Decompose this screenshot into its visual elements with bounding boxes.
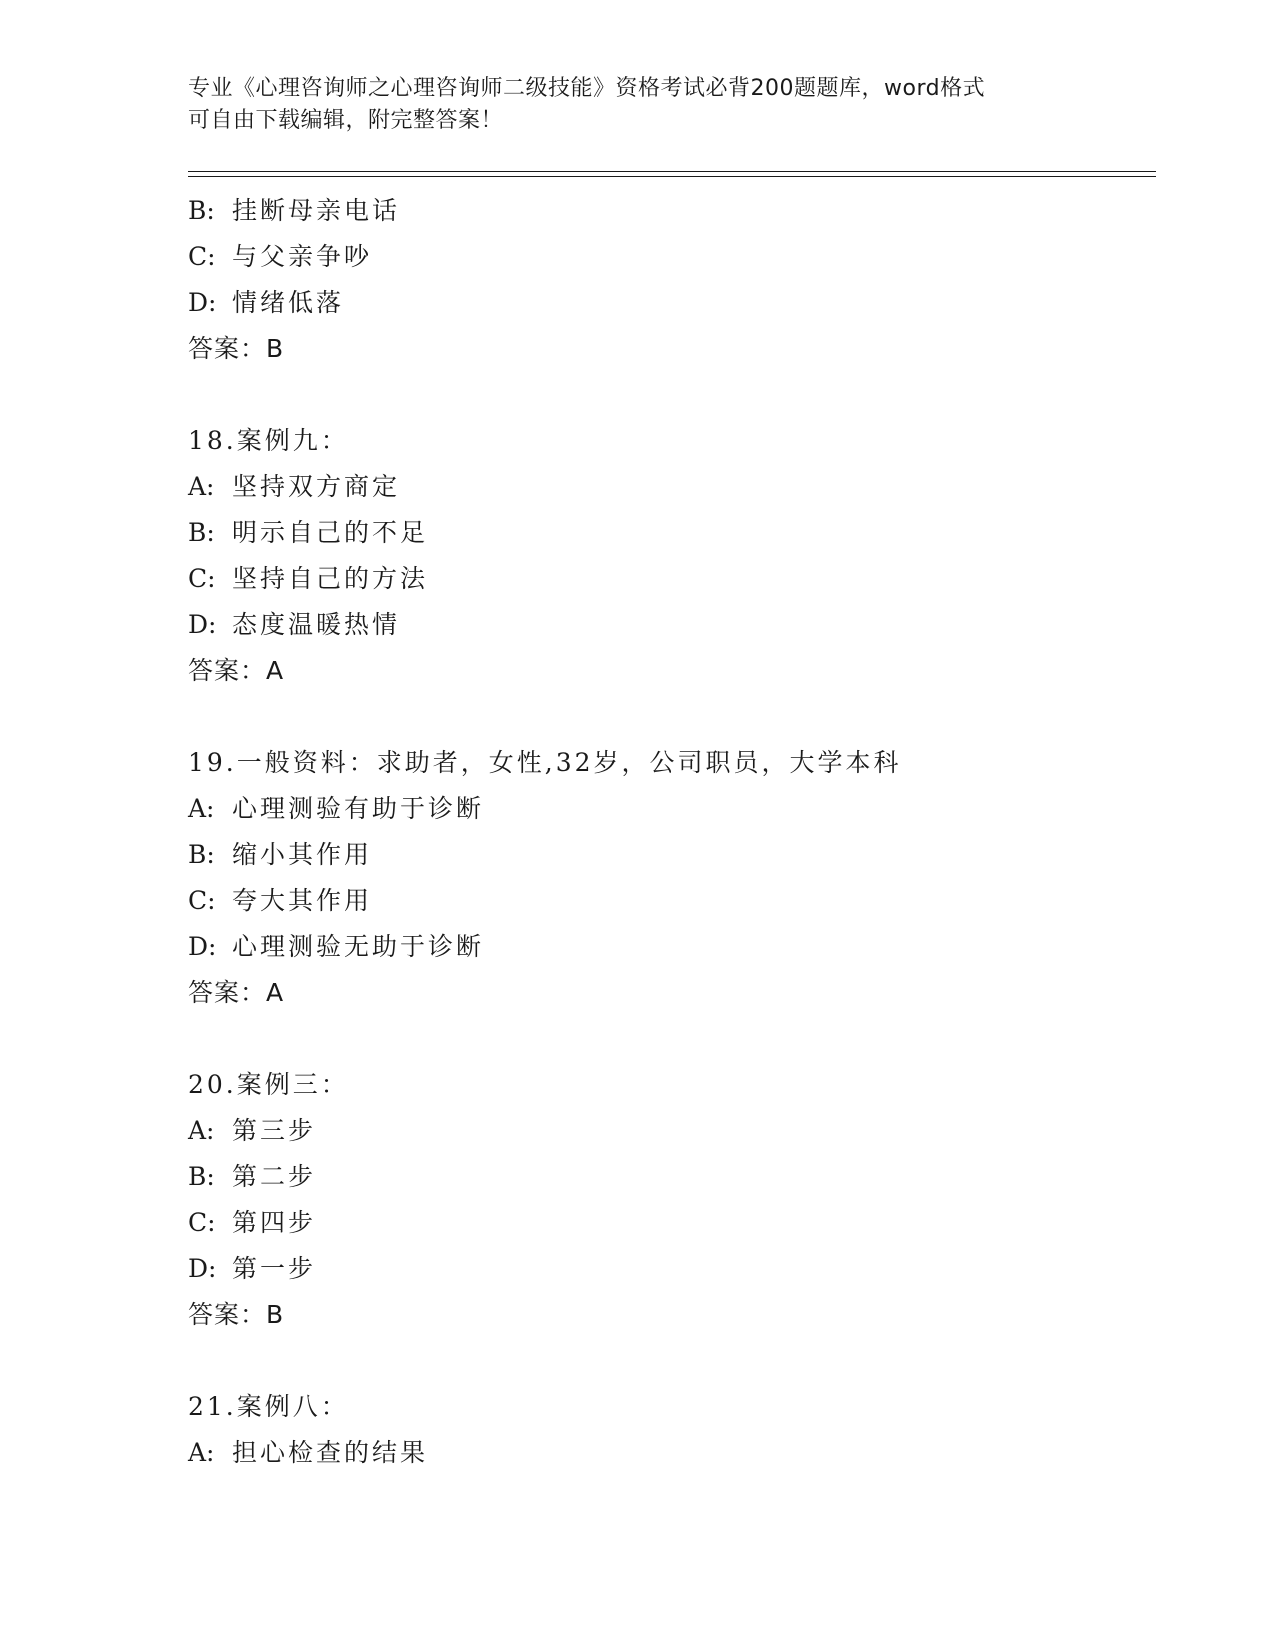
option-text: 夸大其作用 xyxy=(232,886,373,915)
option-a xyxy=(188,786,1156,832)
option-b xyxy=(188,188,1156,234)
header-line-1: 专业《心理咨询师之心理咨询师二级技能》资格考试必背200题题库，word格式 xyxy=(188,76,986,101)
option-letter: C: xyxy=(188,886,216,915)
question-18 xyxy=(188,418,1156,694)
option-text: 坚持自己的方法 xyxy=(232,564,429,593)
question-stem: 18.案例九： xyxy=(188,426,349,455)
header-rule-top xyxy=(188,171,1156,172)
question-17-tail xyxy=(188,188,1156,372)
question-19 xyxy=(188,740,1156,1016)
option-b xyxy=(188,510,1156,556)
option-a xyxy=(188,464,1156,510)
option-letter: D: xyxy=(188,288,217,317)
option-text: 缩小其作用 xyxy=(232,840,373,869)
question-list xyxy=(188,188,1156,1476)
option-letter: C: xyxy=(188,1208,216,1237)
option-a xyxy=(188,1430,1156,1476)
option-letter: C: xyxy=(188,564,216,593)
option-c xyxy=(188,556,1156,602)
option-text: 心理测验有助于诊断 xyxy=(232,794,485,823)
option-text: 心理测验无助于诊断 xyxy=(232,932,485,961)
question-stem: 20.案例三： xyxy=(188,1070,349,1099)
option-d xyxy=(188,280,1156,326)
option-d xyxy=(188,602,1156,648)
option-letter: B: xyxy=(188,518,215,547)
option-letter: A: xyxy=(188,1438,215,1467)
answer: 答案：A xyxy=(188,656,285,685)
header-rule-bottom xyxy=(188,176,1156,177)
option-d xyxy=(188,924,1156,970)
option-letter: B: xyxy=(188,1162,215,1191)
option-c xyxy=(188,234,1156,280)
option-c xyxy=(188,1200,1156,1246)
question-stem: 19.一般资料：求助者，女性,32岁，公司职员，大学本科 xyxy=(188,748,902,777)
option-text: 坚持双方商定 xyxy=(232,472,401,501)
option-c xyxy=(188,878,1156,924)
answer: 答案：B xyxy=(188,334,285,363)
answer: 答案：A xyxy=(188,978,285,1007)
option-b xyxy=(188,1154,1156,1200)
option-letter: A: xyxy=(188,1116,215,1145)
option-letter: B: xyxy=(188,840,215,869)
option-letter: D: xyxy=(188,610,217,639)
option-letter: C: xyxy=(188,242,216,271)
option-letter: D: xyxy=(188,1254,217,1283)
option-text: 第三步 xyxy=(232,1116,317,1145)
option-letter: D: xyxy=(188,932,217,961)
option-text: 挂断母亲电话 xyxy=(232,196,401,225)
option-text: 明示自己的不足 xyxy=(232,518,429,547)
header-line-2: 可自由下载编辑，附完整答案！ xyxy=(188,108,504,133)
question-20 xyxy=(188,1062,1156,1338)
option-text: 第四步 xyxy=(232,1208,317,1237)
option-text: 情绪低落 xyxy=(232,288,345,317)
question-stem: 21.案例八： xyxy=(188,1392,349,1421)
option-letter: A: xyxy=(188,794,215,823)
option-text: 第一步 xyxy=(232,1254,317,1283)
option-a xyxy=(188,1108,1156,1154)
option-b xyxy=(188,832,1156,878)
option-text: 第二步 xyxy=(232,1162,317,1191)
option-d xyxy=(188,1246,1156,1292)
question-21 xyxy=(188,1384,1156,1476)
option-text: 态度温暖热情 xyxy=(232,610,401,639)
document-header xyxy=(188,73,1088,137)
option-letter: A: xyxy=(188,472,215,501)
answer: 答案：B xyxy=(188,1300,285,1329)
option-letter: B: xyxy=(188,196,215,225)
option-text: 担心检查的结果 xyxy=(232,1438,429,1467)
option-text: 与父亲争吵 xyxy=(232,242,373,271)
